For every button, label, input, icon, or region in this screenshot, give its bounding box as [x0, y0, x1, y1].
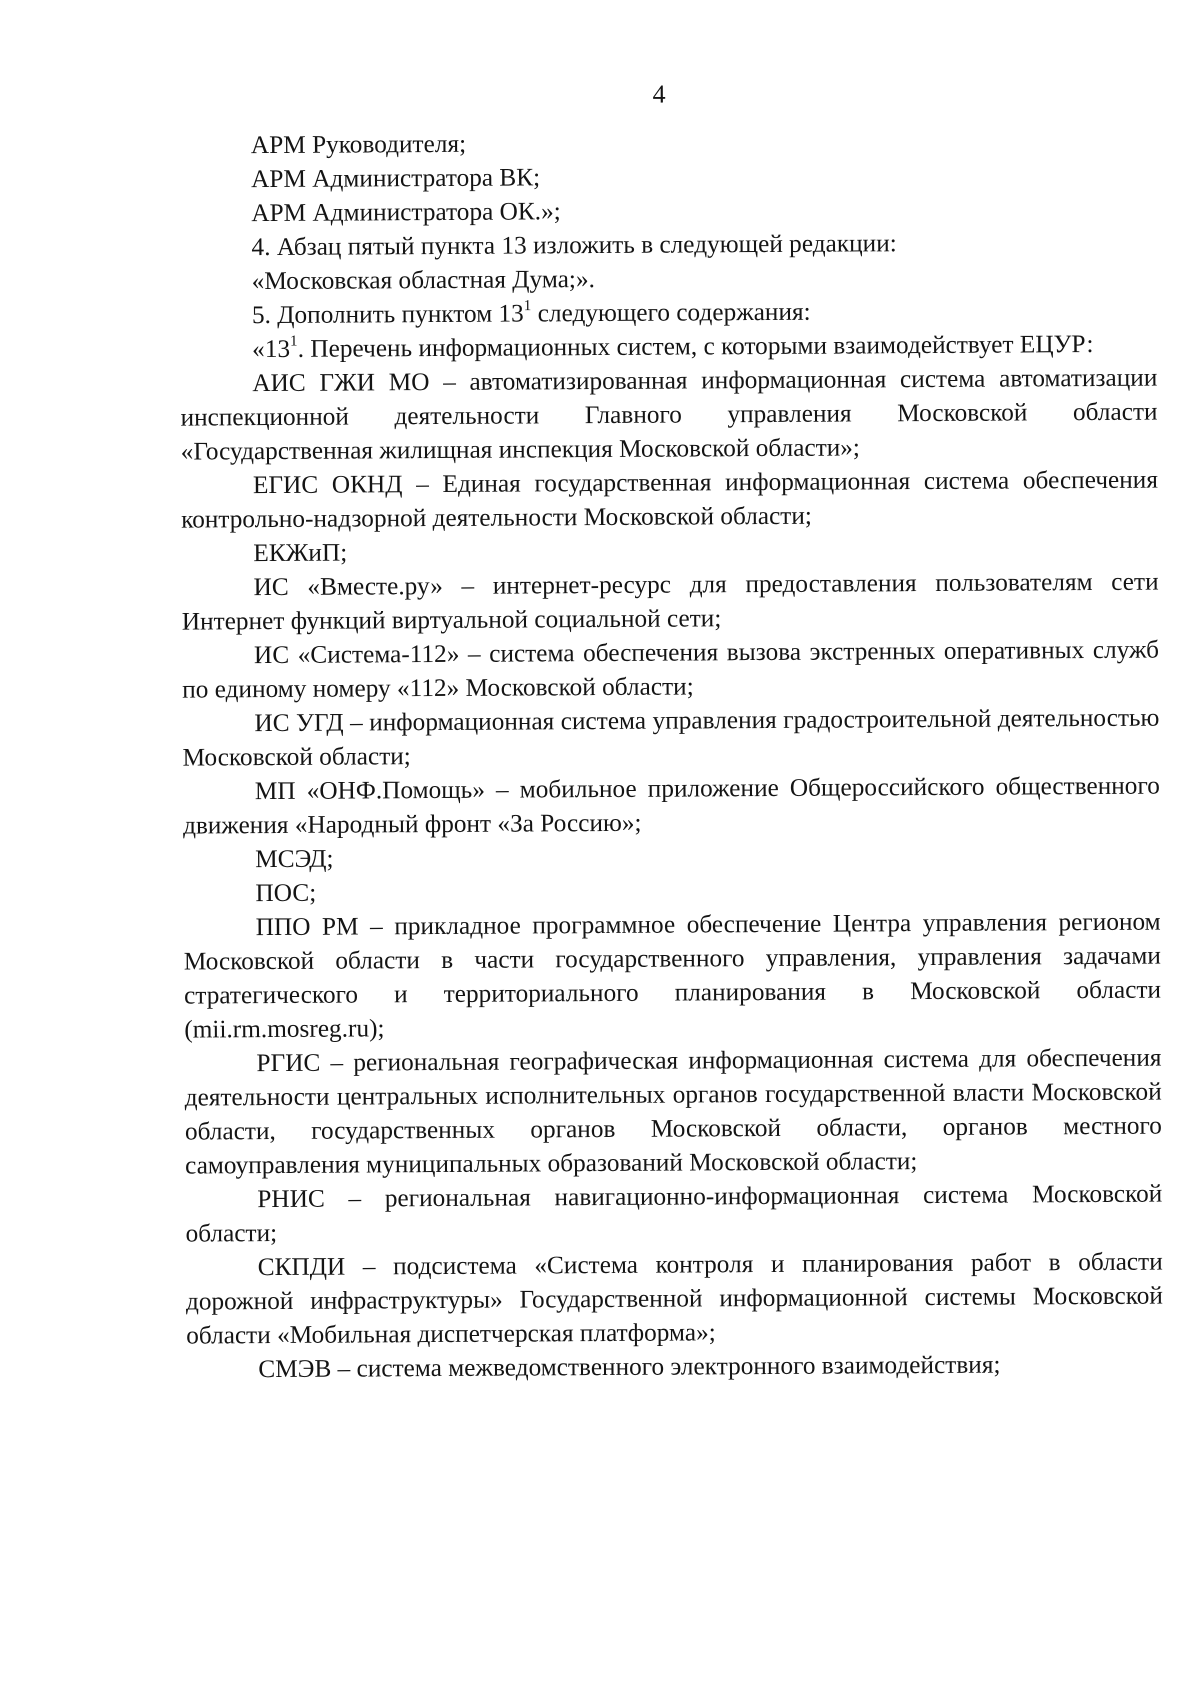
- system-entry-ais-gzhi: АИС ГЖИ МО – автоматизированная информационная система автоматизации инспекционной деятельности Главного управления Московской области «Государственная жилищная инспекция Московской области»;: [180, 363, 1158, 466]
- system-entry-rnis: РНИС – региональная навигационно-информационная система Московской области;: [185, 1179, 1163, 1248]
- header-line: АРМ Администратора ОК.»;: [251, 197, 561, 228]
- system-entry-is-ugd: ИС УГД – информационная система управления градостроительной деятельностью Московской области;: [182, 703, 1160, 772]
- item5-superscript: 1: [523, 297, 532, 315]
- system-entry-egis-oknd: ЕГИС ОКНД – Единая государственная информационная система обеспечения контрольно-надзорной деятельности Московской области;: [181, 465, 1159, 534]
- system-entry-onf: МП «ОНФ.Помощь» – мобильное приложение Общероссийского общественного движения «Народный фронт «За Россию»;: [182, 771, 1160, 840]
- amendment-item-4: 4. Абзац пятый пункта 13 изложить в следующей редакции:: [251, 229, 897, 262]
- clause-after: . Перечень информационных систем, с которыми взаимодействует ЕЦУР:: [297, 329, 1094, 363]
- system-entry-vmeste: ИС «Вместе.ру» – интернет-ресурс для предоставления пользователям сети Интернет функций виртуальной социальной сети;: [181, 567, 1159, 636]
- system-entry-pos: ПОС;: [255, 878, 317, 908]
- system-entry-ppo-rm: ППО РМ – прикладное программное обеспечение Центра управления регионом Московской области в части государственного управления, управления задачами стратегического и территориального планирования в Московской области (mii.rm.mosreg.ru);: [183, 907, 1162, 1044]
- item5-after: следующего содержания:: [531, 297, 811, 328]
- system-entry-112: ИС «Система-112» – система обеспечения вызова экстренных оперативных служб по единому номеру «112» Московской области;: [182, 635, 1160, 704]
- system-entry-smev: СМЭВ – система межведомственного электронного взаимодействия;: [258, 1350, 1001, 1384]
- clause-superscript: 1: [289, 332, 298, 350]
- page-number: 4: [652, 79, 666, 109]
- header-line: АРМ Руководителя;: [250, 129, 467, 160]
- header-line: АРМ Администратора ВК;: [251, 163, 541, 194]
- system-entry-msed: МСЭД;: [255, 844, 334, 874]
- system-entry-ekzhip: ЕКЖиП;: [253, 538, 348, 568]
- system-entry-rgis: РГИС – региональная географическая информационная система для обеспечения деятельности центральных исполнительных органов государственной власти Московской области, государственных органов Московской области, органов местного самоуправления муниципальных образований Московской области;: [184, 1043, 1162, 1180]
- system-entry-skpdi: СКПДИ – подсистема «Система контроля и планирования работ в области дорожной инфраструктуры» Государственной информационной системы Московской области «Мобильная диспетчерская платформа»;: [185, 1247, 1164, 1350]
- document-body: [179, 123, 1164, 1387]
- amendment-item-4-text: «Московская областная Дума;».: [251, 265, 595, 296]
- clause-before: «13: [252, 334, 291, 364]
- item5-before: 5. Дополнить пунктом 13: [251, 299, 524, 330]
